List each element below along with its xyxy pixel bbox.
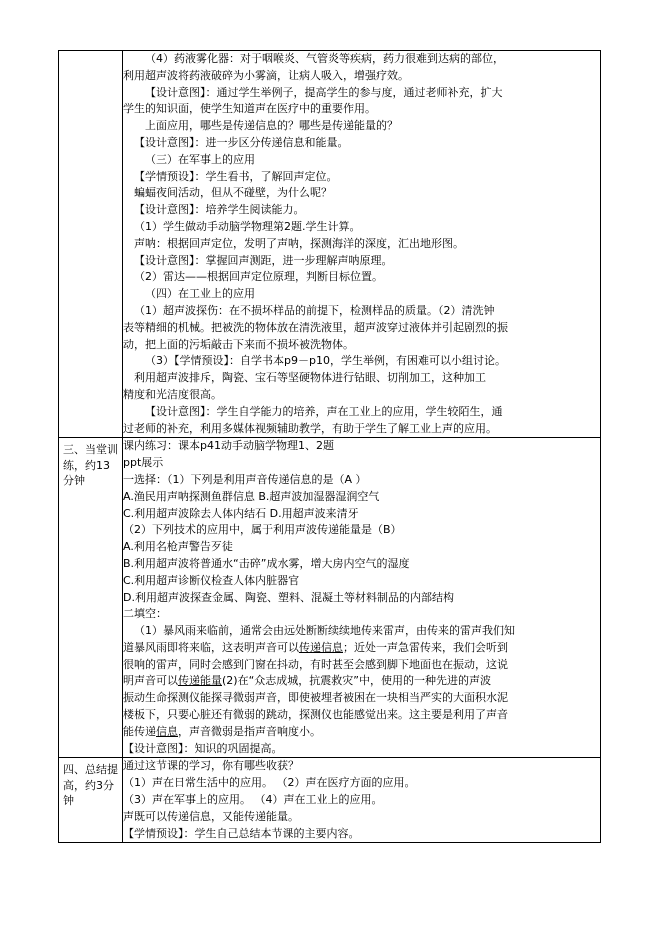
text-line: 声既可以传递信息，又能传递能量。 [123,809,299,823]
text-line: 能传递信息，声音微弱是指声音响度小。 [123,724,321,738]
text-line: 楼板下，只要心脏还有微弱的跳动，探测仪也能感觉出来。这主要是利用了声音 [123,708,508,722]
answer-underline: 传递能量 [178,674,222,688]
text-line: C.利用超声波除去人体内结石 D.用超声波来清牙 [123,506,359,520]
text-line: 明声音可以传递能量(2)在“众志成城，抗震救灾”中，使用的一种先进的声波 [123,674,491,688]
section-label: 三、当堂训练，约13分钟 [63,443,118,488]
table-row [59,438,601,758]
text-line: （2）雷达——根据回声定位原理，判断目标位置。 [134,270,383,284]
text-line: （1）声在日常生活中的应用。 （2）声在医疗方面的应用。 [123,776,416,790]
answer-underline: 传递信息 [299,640,343,654]
text-line: 【设计意图】：掌握回声测距，进一步理解声呐原理。 [134,253,393,267]
text-line: 通过这节课的学习，你有哪些收获？ [123,759,299,773]
text-line: （四）在工业上的应用 [145,287,255,301]
section-content-cell [123,758,601,843]
answer-underline: 信息 [156,724,178,738]
text-line: 振动生命探测仪能探寻微弱声音，即使被埋者被困在一块相当严实的大面积水泥 [123,691,508,705]
text-line: （1）学生做动手动脑学物理第2题.学生计算。 [134,219,361,233]
text-line: 很响的雷声，同时会感到门窗在抖动，有时甚至会感到脚下地面也在振动，这说 [123,657,508,671]
text-line: 【设计意图】：进一步区分传递信息和能量。 [134,135,349,149]
text-line: （4）药液雾化器：对于咽喉炎、气管炎等疾病，药力很难到达病的部位， [145,52,504,65]
text-line: 二填空： [123,607,167,621]
text-line: 道暴风雨即将来临，这表明声音可以传递信息；近处一声急雷传来，我们会听到 [123,640,508,654]
text-line: 【设计意图】：培养学生阅读能力。 [134,203,305,217]
table-row [59,51,601,438]
section-label-cell [59,51,123,438]
text-line: 利用超声波将药液破碎为小雾滴，让病人吸入，增强疗效。 [123,68,409,82]
lesson-plan-table [58,50,601,843]
text-line: 蝙蝠夜间活动，但从不碰壁，为什么呢？ [134,186,332,200]
text-line: 过老师的补充，利用多媒体视频辅助教学，有助于学生了解工业上声的应用。 [123,421,497,435]
text-line: （3）【学情预设】：自学书本p9－p10，学生举例，有困难可以小组讨论。 [145,354,506,368]
section-content-cell [123,438,601,758]
text-line: 精度和光洁度很高。 [123,387,222,401]
text-line: （2）下列技术的应用中，属于利用声波传递能量是（B） [123,523,402,537]
section-label [59,51,122,55]
section-content-cell [123,51,601,438]
text-line: 【设计意图】：通过学生举例子，提高学生的参与度，通过老师补充，扩大 [145,85,503,99]
text-line: B.利用超声波将普通水“击碎”成水雾，增大房内空气的湿度 [123,556,410,570]
text-line: （三）在军事上的应用 [145,152,255,166]
text-line: 【设计意图】：知识的巩固提高。 [123,741,283,755]
text-line: 动，把上面的污垢敲击下来而不损坏被洗物体。 [123,337,354,351]
text-line: 声呐：根据回声定位，发明了声呐，探测海洋的深度，汇出地形图。 [134,236,464,250]
text-line: 【学情预设】：学生自己总结本节课的主要内容。 [123,826,360,840]
text-line: 表等精细的机械。把被洗的物体放在清洗液里，超声波穿过液体并引起剧烈的振 [123,320,508,334]
text-line: A.利用名枪声警告歹徒 [123,540,233,554]
text-line: 上面应用，哪些是传递信息的？哪些是传递能量的？ [145,119,398,133]
text-line: （3）声在军事上的应用。 （4）声在工业上的应用。 [123,793,383,807]
text-line: C.利用超声诊断仪检查人体内脏器官 [123,573,300,587]
text-line: （1）暴风雨来临前，通常会由远处断断续续地传来雷声，由传来的雷声我们知 [134,624,515,638]
table-row [59,758,601,843]
text-line: A.渔民用声呐探测鱼群信息 B.超声波加湿器湿润空气 [123,489,380,503]
text-line: 【学情预设】：学生看书，了解回声定位。 [134,169,338,183]
text-line: D.利用超声波探查金属、陶瓷、塑料、混凝土等材料制品的内部结构 [123,590,454,604]
text-line: 利用超声波排斥，陶瓷、宝石等坚硬物体进行钻眼、切削加工，这种加工 [134,371,486,385]
text-line: 学生的知识面，使学生知道声在医疗中的重要作用。 [123,102,376,116]
section-label-cell [59,438,123,758]
section-label-cell [59,758,123,843]
section-label: 四、总结提高，约3分钟 [63,763,118,808]
text-line: （1）超声波探伤：在不损坏样品的前提下，检测样品的质量。（2）清洗钟 [134,303,495,317]
text-line: 【设计意图】：学生自学能力的培养，声在工业上的应用，学生较陌生，通 [145,404,503,418]
text-line: 课内练习：课本p41动手动脑学物理1、2题 [123,439,334,453]
text-line: ppt展示 [123,456,164,470]
text-line: 一选择：（1）下列是利用声音传递信息的是（A ） [123,472,367,486]
